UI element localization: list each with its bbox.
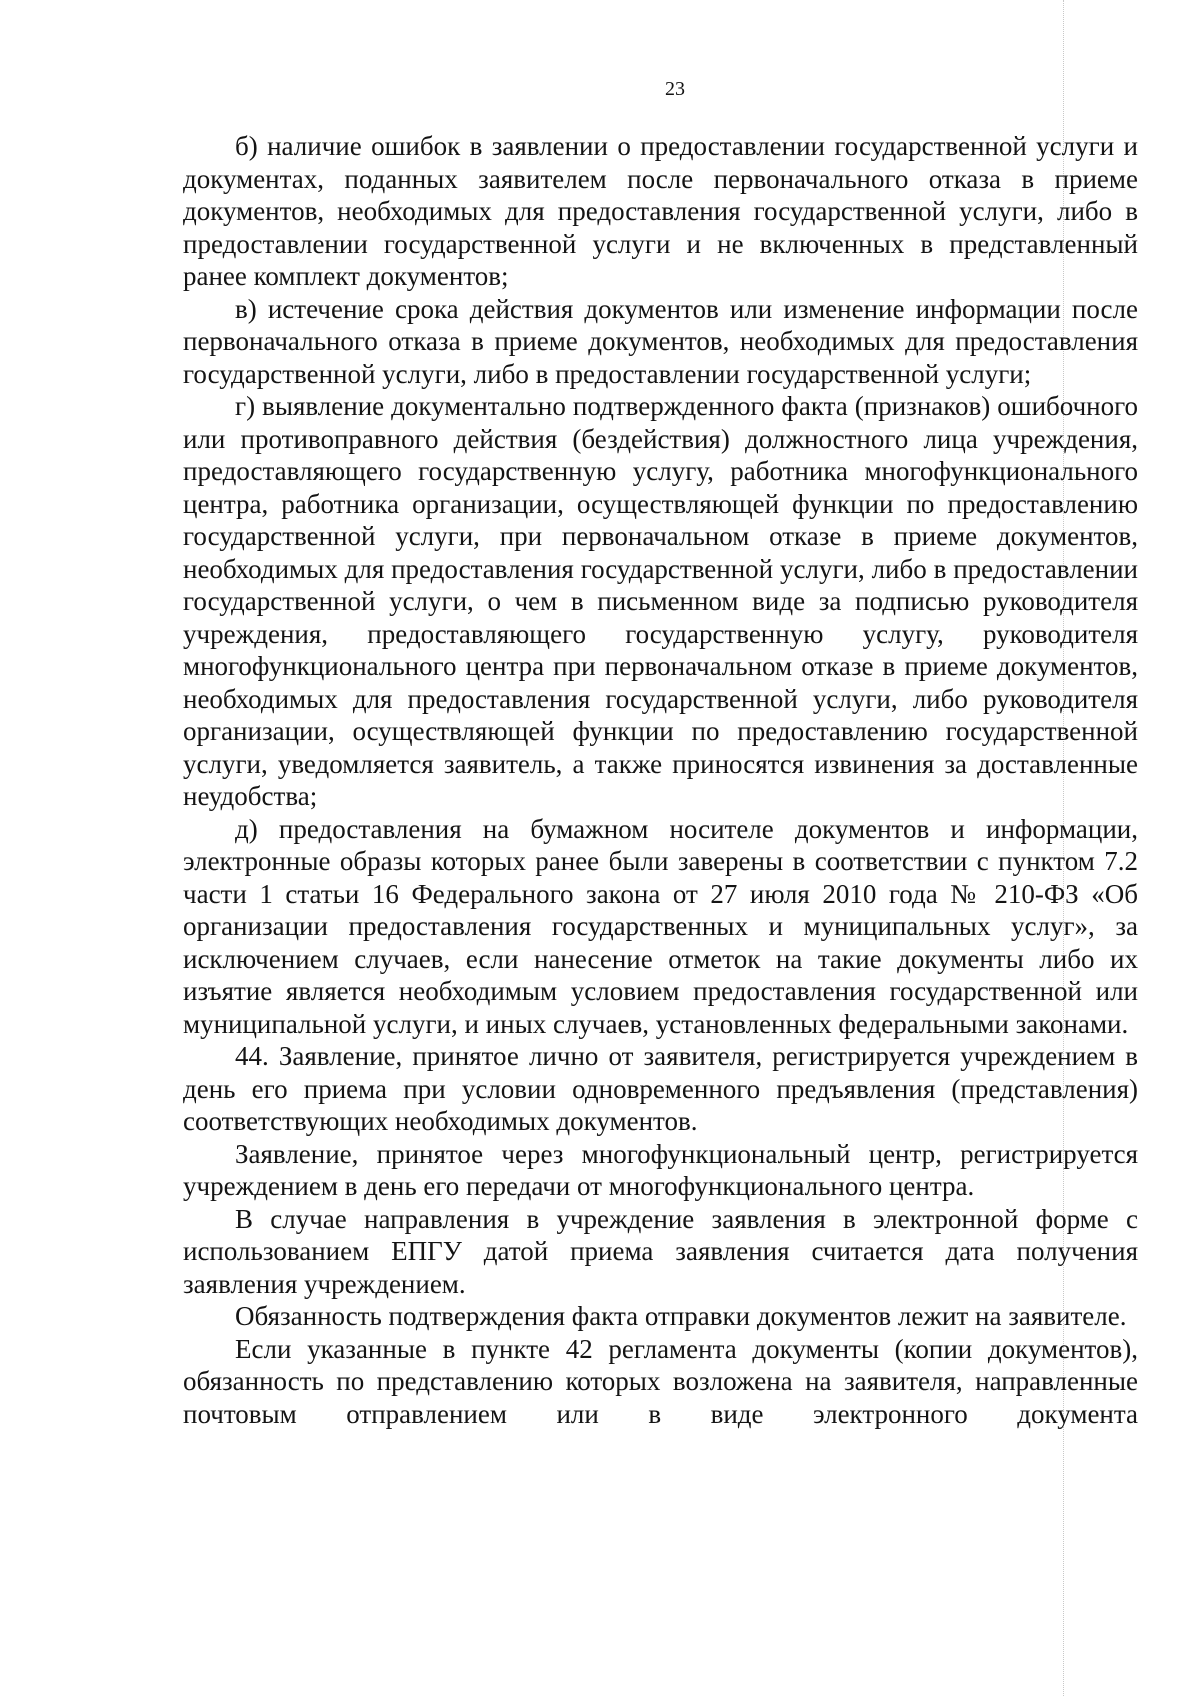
paragraph-epgu-date: В случае направления в учреждение заявления в электронной форме с использованием ЕПГУ датой приема заявления считается дата получения заявления учреждением.: [183, 1203, 1138, 1299]
paragraph-postal-documents: Если указанные в пункте 42 регламента документы (копии документов), обязанность по представлению которых возложена на заявителя, направленные почтовым отправлением или в виде электронного документа: [183, 1333, 1138, 1429]
paragraph-mfc-registration: Заявление, принятое через многофункциональный центр, регистрируется учреждением в день его передачи от многофункционального центра.: [183, 1138, 1138, 1201]
paragraph-g-misconduct: г) выявление документально подтвержденного факта (признаков) ошибочного или противоправного действия (бездействия) должностного лица учреждения, предоставляющего государственную услугу, работника многофункционального центра, работника организации, осуществляющей функции по предоставлению государственной услуги, при первоначальном отказе в приеме документов, необходимых для предоставления государственной услуги, либо в предоставлении государственной услуги, о чем в письменном виде за подписью руководителя учреждения, предоставляющего государственную услугу, руководителя многофункционального центра при первоначальном отказе в приеме документов, необходимых для предоставления государственной услуги, либо руководителя организации, осуществляющей функции по предоставлению государственной услуги, уведомляется заявитель, а также приносятся извинения за доставленные неудобства;: [183, 391, 1138, 811]
paragraph-proof-obligation: Обязанность подтверждения факта отправки документов лежит на заявителе.: [235, 1301, 1127, 1331]
paragraph-44-registration: 44. Заявление, принятое лично от заявителя, регистрируется учреждением в день его приема при условии одновременного предъявления (представления) соответствующих необходимых документов.: [183, 1041, 1138, 1136]
paragraph-b-errors: б) наличие ошибок в заявлении о предоставлении государственной услуги и документах, поданных заявителем после первоначального отказа в приеме документов, необходимых для предоставления государственной услуги, либо в предоставлении государственной услуги и не включенных в представленный ранее комплект документов;: [183, 131, 1138, 291]
paragraph-d-paper-documents: д) предоставления на бумажном носителе документов и информации, электронные образы которых ранее были заверены в соответствии с пунктом 7.2 части 1 статьи 16 Федерального закона от 27 июля 2010 года № 210-ФЗ «Об организации предоставления государственных и муниципальных услуг», за исключением случаев, если нанесение отметок на такие документы либо их изъятие является необходимым условием предоставления государственной или муниципальной услуги, и иных случаев, установленных федеральными законами.: [183, 813, 1138, 1039]
document-body: [183, 130, 1138, 1430]
paragraph-v-expiry: в) истечение срока действия документов или изменение информации после первоначального отказа в приеме документов, необходимых для предоставления государственной услуги, либо в предоставлении государственной услуги;: [183, 293, 1138, 389]
page-number: 23: [665, 78, 685, 100]
